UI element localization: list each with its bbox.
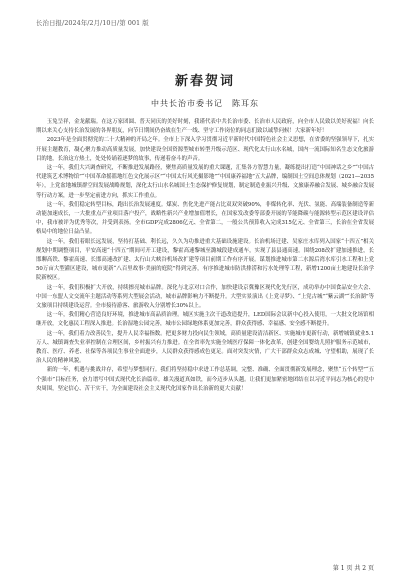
paragraph: 2023年是全面贯彻党的二十大精神的开局之年。全市上下深入学习贯彻习近平新时代中国特色社会主义思想，在省委的坚强领导下，扎实开展主题教育，凝心聚力推动高质量发展，加快建设全国资源型城市转型升级示范区、现代化太行山水名城，国内一流国际知名生态文化旅游目的地，长治这方热土，处处传诵着逐梦的故事，传递着奋斗的声音。 (36, 137, 374, 162)
paragraph: 玉兔呈祥，金龙献瑞。在这万家团圆、普天同庆的美好时刻，我谨代表中共长治市委、长治市人民政府，向全市人民致以美好祝福！向长期以来关心支持长治发展的各界朋友，向节日期间仍奋战在生产一线、坚守工作岗位的同志们致以诚挚问候！大家新年好！ (36, 119, 374, 135)
article-byline: 中共长治市委书记 陈耳东 (151, 99, 259, 108)
article-title: 新春贺词 (174, 74, 235, 89)
page-number: 第 1 页 共 2 页 (332, 565, 374, 572)
article-body (36, 118, 374, 394)
paragraph: 这一年，我们精心营造良好环境，推进城市高品质治理。城区实施主次干道改造提升，LED国际会议新中心投入使用，一大批文化场馆相继开放，文化惠民工程深入推进。长治湿地公园完善，城市公园绿地体系更加完善，群众获得感、幸福感、安全感不断提升。 (36, 312, 374, 328)
paragraph: 这一年，我们着力改善民生，提升人民幸福指数。把更多财力投向民生领域，高质量建设清洁新区、实施城市更新行动，新增城镇就业5.1万人、城镇调查失业率控制在合理区间，乡村振兴有力推进。在全省率先实施全域医疗保障一体化改革，创建全国婴幼儿照护服务示范城市，教育、医疗、养老、社保等各项民生事业全面进步，人民群众获得感成色更足。面对突发灾情，广大干部群众众志成城、守望相助，展现了长治人民的精神风貌。 (36, 330, 374, 365)
paragraph: 这一年，我们大兴调查研究，不断推进发展路径，聚焦高质量发展的重大课题，汇集各方智慧力量，凝练提出打造“中国神话之乡”“中国古代建筑艺术博物馆”“中国革命摇篮地红色文化展示区”“中国太行风光摄影地”“中国康养福地”五大品牌，编制国土空间总体规划（2021—2035年），上党盆地城镇群空间发展战略规划，深化太行山水名城国土生态保护修复规划，制定制造业振兴升级、文旅康养融合发展、城乡融合发展等行动方案，进一步坚定前进方向，抓实工作重点。 (36, 165, 374, 199)
issue-header: 长治日报/2024年/2月/10日/第 001 版 (36, 19, 149, 27)
paragraph: 这一年，我们稳定转型目标，跑出长治发展速度。煤炭、焦化先进产能占比双双突破90%，非煤转化率、光伏、氢能、高端装备制造等新动能加速成长，一大批重点产业项目落户投产，战略性新兴产业增加值增长，在国家发改委等部委开展的节能降碳与能源转型示范区建设评估中，我市被评为优秀等次，并受到表扬。全市GDP完成2806亿元、全省第二，一般公共预算收入完成315亿元、全省第三，长治在全省发展格局中的地位日益凸显。 (36, 201, 374, 236)
paragraph: 新的一年，机遇与挑战并存，希望与梦想同行。我们将坚持稳中求进工作总基调，完整、准确、全面贯彻新发展理念，聚焦“五个转型”“五个强市”目标任务，奋力谱写中国式现代化长治篇章。雄关漫道真如铁，而今迈步从头越。让我们更加紧密地团结在以习近平同志为核心的党中央周围，坚定信心、苦干实干，为全面建设社会主义现代化国家作出长治新的更大贡献！ (36, 367, 374, 392)
paragraph: 这一年，我们着眼长远发展，坚持打基础、利长远，久久为功推进重大基础设施建设。长治机场迁建、吴家庄水库列入国家“十四五”相关规划中期调整项目，平安高速“十四五”期间可开工建设，黎霍高速黎城至潞城段建成通车，实现了县县通高速。围绕208改扩建加速推进，长邯聊高铁、黎霍高速、长邯高速改扩建、太行山大峡谷机场改扩建等项目前期工作有序开展。谋划推进城市第二水源后湾水库引水工程和上党50万亩大型灌区建设，城市更新“八百里故事·美丽的庭院”得到完善，有序推进城市防洪排涝和污水处理等工程，新增1200亩土地建设长治学院新校区。 (36, 238, 374, 282)
paragraph: 这一年，我们积极扩大开放，持续擦亮城市品牌。深化与北京对口合作，加快建设京冀豫区现代化先行区，成功举办中国食品安全大会、中国一东盟人文交流年主题活动等系列大型展会活动，城市品牌影响力不断提升。大型实景演出《上党寻梦》、“上党古城”“紫云湖”“长治湖”等文旅项目持续建设运营。全市接待游客、旅游收入分别增长30%以上。 (36, 284, 374, 310)
